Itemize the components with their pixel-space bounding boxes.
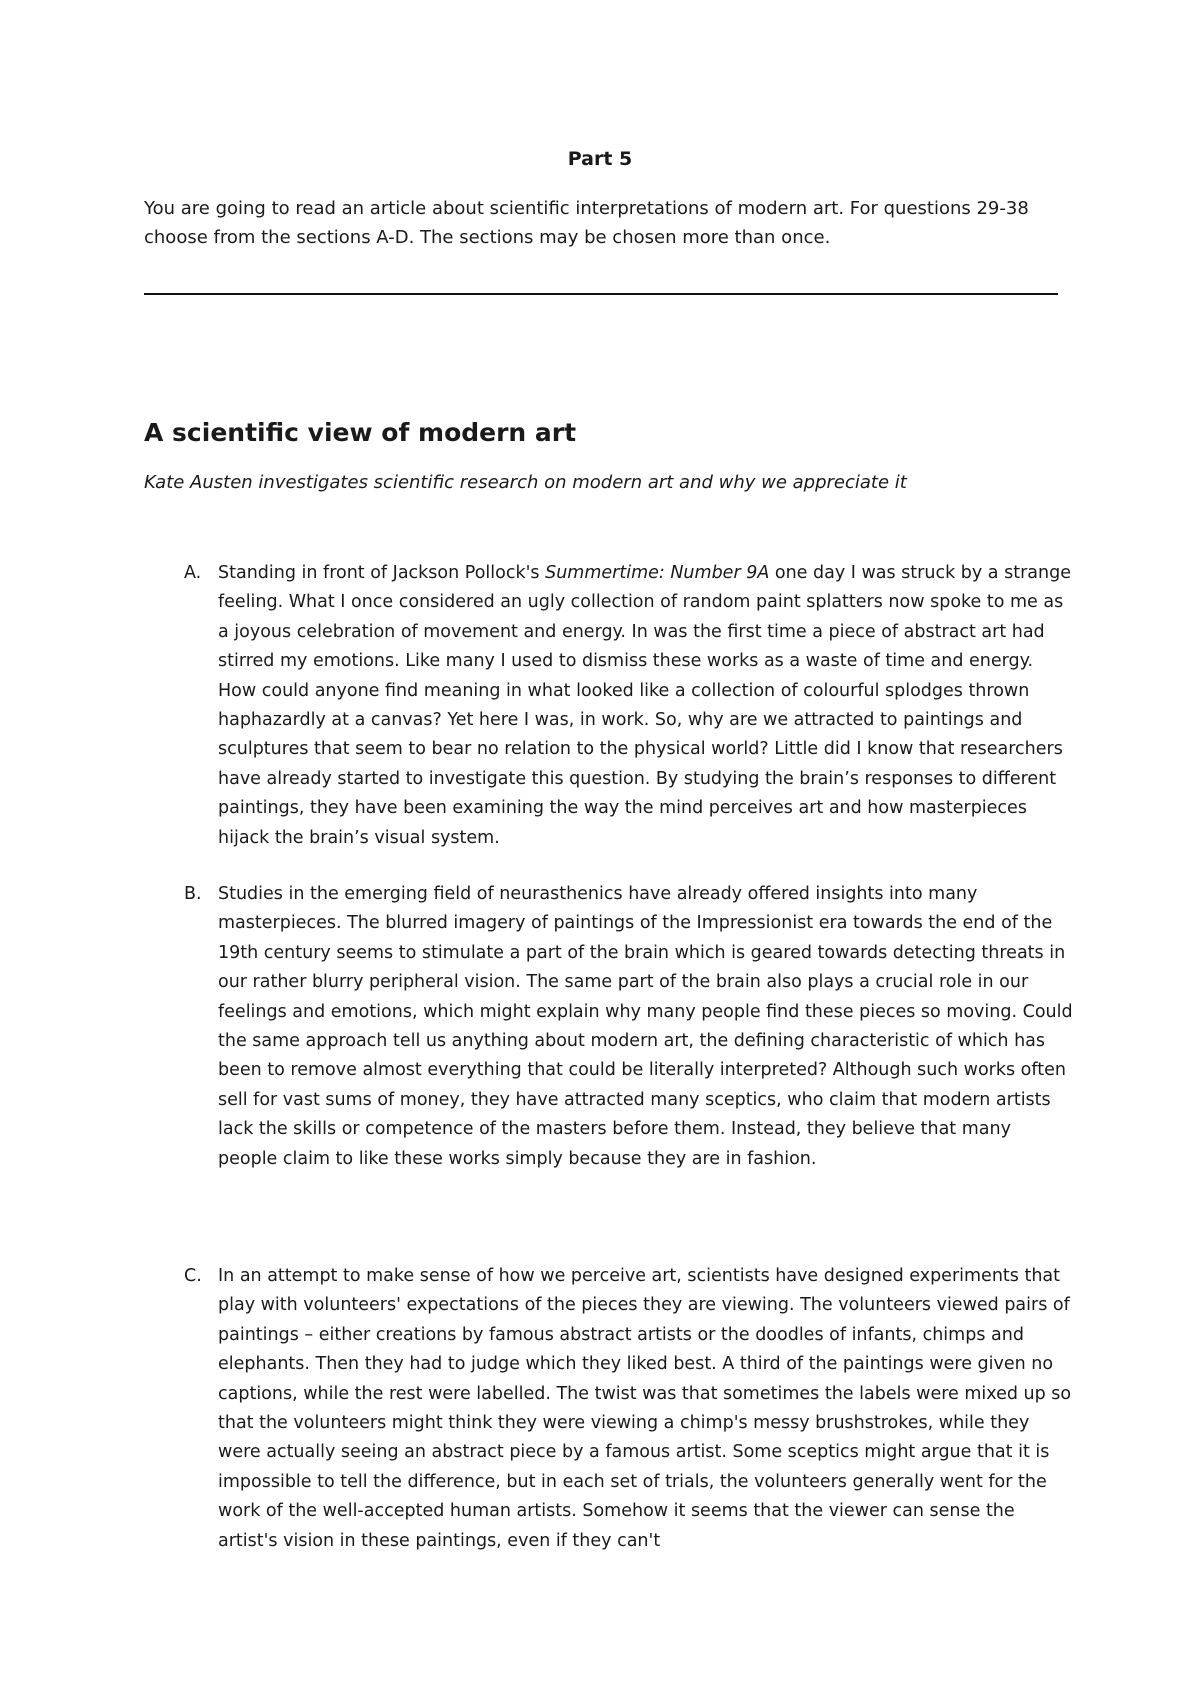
section-b-text: Studies in the emerging field of neurasthenics have already offered insights into many masterpieces. The blurred imagery of paintings of the Impressionist era towards the end of the 19th century seems to stimulate a part of the brain which is geared towards detecting threats in our rather blurry peripheral vision. The same part of the brain also plays a crucial role in our feelings and emotions, which might explain why many people find these pieces so moving. Could the same approach tell us anything about modern art, the defining characteristic of which has been to remove almost everything that could be literally interpreted? Although such works often sell for vast sums of money, they have attracted many sceptics, who claim that modern artists lack the skills or competence of the masters before them. Instead, they believe that many people claim to like these works simply because they are in fashion.: [218, 884, 1073, 1169]
part-title: Part 5: [567, 148, 633, 170]
section-c: [144, 1262, 1074, 1556]
section-c-text: In an attempt to make sense of how we perceive art, scientists have designed experiments that play with volunteers' expectations of the pieces they are viewing. The volunteers viewed pairs of paintings – either creations by famous abstract artists or the doodles of infants, chimps and elephants. Then they had to judge which they liked best. A third of the paintings were given no captions, while the rest were labelled. The twist was that sometimes the labels were mixed up so that the volunteers might think they were viewing a chimp's messy brushstrokes, while they were actually seeing an abstract piece by a famous artist. Some sceptics might argue that it is impossible to tell the difference, but in each set of trials, the volunteers generally went for the work of the well-accepted human artists. Somehow it seems that the viewer can sense the artist's vision in these paintings, even if they can't: [218, 1266, 1072, 1551]
section-b: [144, 880, 1074, 1174]
section-letter: A.: [184, 563, 202, 583]
section-a-text-rest: one day I was struck by a strange feeling. What I once considered an ugly collection of random paint splatters now spoke to me as a joyous celebration of movement and energy. In was the first time a piece of abstract art had stirred my emotions. Like many I used to dismiss these works as a waste of time and energy. How could anyone find meaning in what looked like a collection of colourful splodges thrown haphazardly at a canvas? Yet here I was, in work. So, why are we attracted to paintings and sculptures that seem to bear no relation to the physical world? Little did I know that researchers have already started to investigate this question. By studying the brain’s responses to different paintings, they have been examining the way the mind perceives art and how masterpieces hijack the brain’s visual system.: [218, 563, 1071, 848]
instructions: You are going to read an article about scientific interpretations of modern art. For questions 29-38 choose from the sections A-D. The sections may be chosen more than once.: [144, 198, 1029, 248]
section-a-text: [218, 559, 1074, 853]
horizontal-divider: [144, 293, 1058, 295]
section-letter: B.: [184, 884, 202, 904]
section-a-text-start: Standing in front of Jackson Pollock's: [218, 563, 546, 583]
section-letter: C.: [184, 1266, 202, 1286]
article-title: A scientific view of modern art: [144, 418, 577, 447]
section-a: [144, 559, 1074, 853]
article-subtitle: Kate Austen investigates scientific research on modern art and why we appreciate it: [144, 472, 907, 493]
painting-title: Summertime: Number 9A: [545, 563, 770, 583]
